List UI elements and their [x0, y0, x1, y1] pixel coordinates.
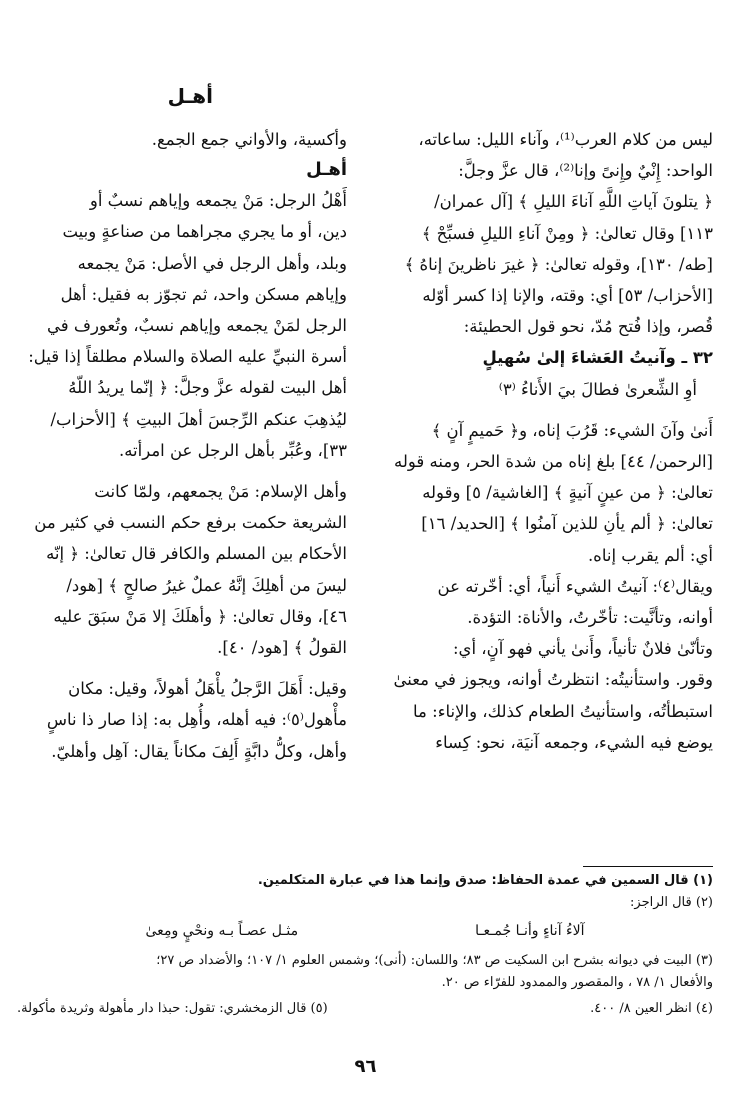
text-line: أهل البيت لقوله عزَّ وجلَّ: ﴿ إنّما يريدُ اللّهُ: [68, 378, 347, 398]
poem-verse-first-hemistich: ٣٢ ـ وآنيتُ العَشاءَ إلىٰ سُهيلٍ: [482, 348, 713, 368]
text-line: وأكسية، والأواني جمع الجمع.: [151, 130, 347, 149]
footnote-row: [17, 998, 713, 1020]
text-line: وتأنّىٰ فلانٌ تأنياً، وأَنىٰ يأني فهو آنٍ، أي:: [452, 639, 713, 659]
text-line: أَنىٰ وآنَ الشيء: قَرُبَ إناه، و﴿ حَميمٍ آنٍ ﴾: [431, 420, 713, 440]
text-line: تعالىٰ: ﴿ ألم يأنِ للذين آمنُوا ﴾ [الحديد/ ١٦]: [421, 514, 713, 534]
footnote-1: (١) قال السمين في عمدة الحفاظ: صدق وإنما هذا في عبارة المتكلمين.: [257, 873, 713, 888]
text-line: الرجل لمَنْ يجمعه وإياهم نسبٌ، وتُعورف في: [46, 316, 347, 336]
text-line: [الأحزاب/ ٥٣] أي: وقته، والإنا إذا كسر أوّله: [422, 286, 713, 306]
text-line: ليسَ من أهلِكَ إنَّهُ عملٌ غيرُ صالحٍ ﴾ [هود/: [66, 575, 347, 595]
text-line: وقور. واستأنيتُه: انتظرتُ أوانه، ويجوز في معنىٰ: [393, 670, 713, 690]
text-line: وأهل الإسلام: مَنْ يجمعهم، ولمّا كانت: [94, 482, 347, 502]
text-line: ٤٦]، وقال تعالىٰ: ﴿ وأهلَكَ إلا مَنْ سبَقَ عليه: [53, 606, 347, 626]
footnote-2-verse: [17, 914, 713, 950]
footnote-4: (٤) انظر العين ٨/ ٤٠٠.: [590, 1001, 713, 1016]
text-line: ١١٣] وقال تعالىٰ: ﴿ ومِنْ آناءِ الليلِ فسبِّحْ ﴾: [421, 223, 713, 243]
verse-hemistich: آلاءُ آناءٍ وأنـا جُمـعـا: [475, 923, 585, 939]
spacer: [367, 405, 713, 415]
text-line: ﴿ يتلونَ آياتِ اللَّهِ آناءَ الليلِ ﴾ [آل عمران/: [434, 192, 713, 212]
text-line: وقيل: أَهَلَ الرَّجلُ يأْهَلُ أهولاً، وقيل: مكان: [68, 679, 347, 699]
spacer: [17, 466, 347, 476]
section-title: أهـل: [306, 159, 347, 181]
text-line: يوضع فيه الشيء، وجمعه آنيَة، نحو: كِساء: [435, 732, 713, 752]
footnote-2: (٢) قال الراجز:: [630, 895, 713, 910]
text-line: أي: ألم يقرب إناه.: [587, 545, 713, 565]
text-line: وأهل، وكلُّ دابَّةٍ أَلِفَ مكاناً يقال: آهِل وأهليّ.: [51, 741, 347, 761]
footnotes: [17, 870, 713, 1020]
footnote-3: (٣) البيت في ديوانه بشرح ابن السكيت ص ٨٣؛ واللسان: (أنى)؛ وشمس العلوم ١/ ١٠٧؛ والأضداد ص ٢٧؛: [156, 953, 713, 968]
text-line: الأحكام بين المسلم والكافر قال تعالىٰ: ﴿ إنّه: [46, 544, 347, 564]
text-line: دين، أو ما يجري مجراهما من صناعةٍ وبيت: [62, 222, 347, 242]
text-line: [الرحمن/ ٤٤] بلغ إناه من شدة الحر، ومنه قوله: [394, 452, 713, 472]
text-line: القولُ ﴾ [هود/ ٤٠].: [217, 638, 347, 658]
text-line: أَهْلُ الرجل: مَنْ يجمعه وإياهم نسبٌ أو: [89, 191, 347, 211]
text-line: مأْهول⁽٥⁾: فيه أهله، وأُهِل به: إذا صار ذا ناسٍ: [46, 710, 347, 730]
footnote-3-continued: والأفعال ١/ ٧٨ ، والمقصور والممدود للفرّاء ص ٢٠.: [441, 975, 713, 990]
text-line: ويقال⁽٤⁾: آنيتُ الشيء أَنياً، أي: أخّرته عن: [437, 576, 713, 596]
footnote-5: (٥) قال الزمخشري: تقول: حبذا دار مأهولة وثريدة مأكولة.: [17, 1001, 328, 1016]
text-line: الواحد: إِنْيٌ وإِنىً وإنا⁽²⁾، قال عزَّ وجلَّ:: [458, 161, 713, 181]
text-line: وإياهم مسكن واحد، ثم تجوّز به فقيل: أهل: [60, 284, 347, 304]
running-header: أهـل: [167, 84, 213, 108]
spacer: [17, 663, 347, 673]
text-line: قُصر، وإذا فُتح مُدّ، نحو قول الحطيئة:: [463, 317, 713, 337]
page-number: ٩٦: [354, 1056, 377, 1077]
text-line: أوانه، وتأنَّيت: تأخّرتُ، والأناة: التؤدة.: [467, 608, 713, 628]
text-line: ليُذهِبَ عنكم الرِّجسَ أهلَ البيتِ ﴾ [الأحزاب/: [50, 409, 347, 429]
text-line: وبلد، وأهل الرجل في الأصل: مَنْ يجمعه: [77, 253, 347, 273]
text-line: أسرة النبيِّ عليه الصلاة والسلام مطلقاً إذا قيل:: [28, 347, 347, 367]
footnote-divider: [583, 866, 713, 867]
text-line: ليس من كلام العرب⁽¹⁾، وآناء الليل: ساعاته،: [418, 130, 713, 149]
verse-hemistich: مثـل عصـاً بـه ونحْيٍ ومِعىٰ: [145, 923, 299, 939]
text-line: الشريعة حكمت برفع حكم النسب في كثير من: [34, 513, 347, 533]
poem-verse-second-hemistich: أوِ الشِّعرىٰ فطالَ بيَ الأَناءُ ⁽٣⁾: [498, 379, 697, 399]
text-line: ٣٣]، وعُبِّر بأهل الرجل عن امرأته.: [118, 440, 347, 460]
right-column: [367, 124, 713, 864]
text-line: استبطأتُه، واستأنيتُ الطعام كذلك، والإناء: ما: [413, 701, 713, 721]
left-column: [17, 124, 347, 864]
text-line: تعالىٰ: ﴿ من عينٍ آنيةٍ ﴾ [الغاشية/ ٥] وقوله: [422, 483, 713, 503]
text-line: [طه/ ١٣٠]، وقوله تعالىٰ: ﴿ غيرَ ناظرينَ إناهُ ﴾: [404, 254, 713, 274]
